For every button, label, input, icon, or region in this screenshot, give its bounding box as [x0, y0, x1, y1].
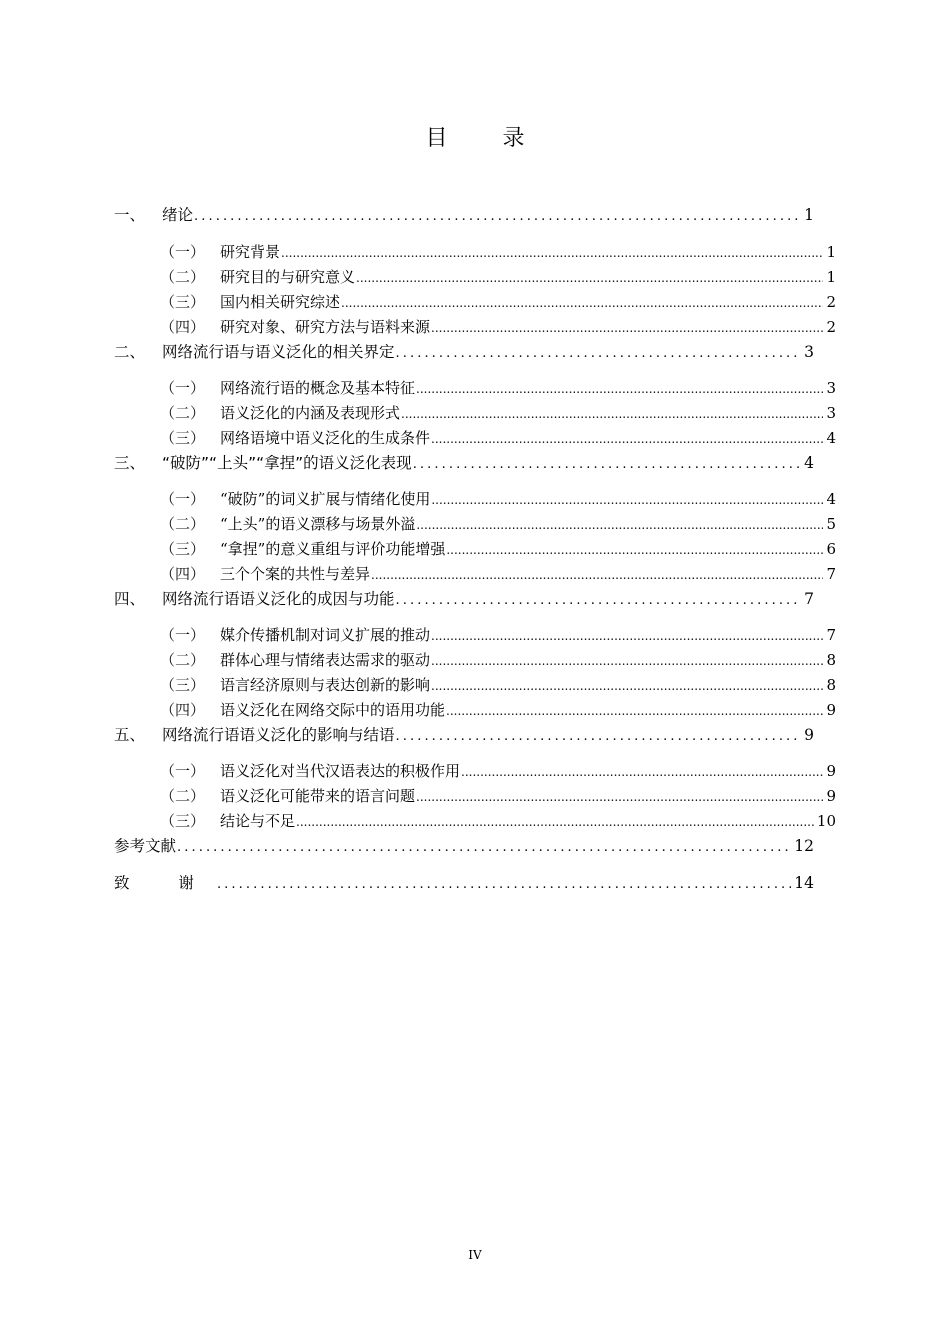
toc-entry-number: （四） [160, 565, 206, 583]
toc-page-number: 7 [804, 590, 814, 608]
toc-dot-leader [431, 675, 823, 697]
toc-entry-title: 语义泛化对当代汉语表达的积极作用 [220, 762, 461, 780]
toc-page-number: 5 [826, 515, 836, 533]
toc-entry-title: 语言经济原则与表达创新的影响 [220, 676, 431, 694]
toc-entry-title: 国内相关研究综述 [220, 293, 341, 311]
toc-entry-number: （二） [160, 787, 206, 805]
toc-chapter-entry[interactable] [114, 341, 814, 363]
toc-dot-leader [396, 343, 802, 365]
toc-section-entry[interactable] [160, 513, 836, 535]
toc-section-entry[interactable] [160, 316, 836, 338]
toc-dot-leader [413, 454, 801, 476]
toc-entry-number: 五、 [114, 726, 146, 744]
toc-page-number: 1 [804, 206, 814, 224]
toc-entry-number: （二） [160, 515, 206, 533]
toc-page-number: 8 [826, 676, 836, 694]
toc-dot-leader [401, 403, 823, 425]
toc-chapter-entry[interactable] [114, 872, 814, 894]
toc-entry-title: 语义泛化可能带来的语言问题 [220, 787, 416, 805]
toc-entry-title: 语义泛化的内涵及表现形式 [220, 404, 401, 422]
toc-dot-leader [416, 378, 823, 400]
toc-dot-leader [396, 726, 802, 748]
toc-entry-title: “破防”的词义扩展与情绪化使用 [220, 490, 431, 508]
toc-entry-title: 媒介传播机制对词义扩展的推动 [220, 626, 431, 644]
page-number-footer: IV [468, 1248, 482, 1262]
toc-section-entry[interactable] [160, 785, 836, 807]
toc-dot-leader [296, 811, 814, 833]
toc-entry-number: （二） [160, 268, 206, 286]
toc-entry-number: （一） [160, 379, 206, 397]
toc-dot-leader [371, 564, 823, 586]
toc-entry-number: （二） [160, 651, 206, 669]
toc-entry-title: 群体心理与情绪表达需求的驱动 [220, 651, 431, 669]
toc-section-entry[interactable] [160, 538, 836, 560]
toc-chapter-entry[interactable] [114, 588, 814, 610]
toc-entry-number: （一） [160, 762, 206, 780]
toc-page-number: 9 [826, 787, 836, 805]
toc-section-entry[interactable] [160, 266, 836, 288]
toc-page-number: 6 [826, 540, 836, 558]
toc-entry-title: 网络流行语语义泛化的影响与结语 [162, 726, 395, 744]
toc-dot-leader [356, 267, 823, 289]
toc-page-number: 9 [826, 701, 836, 719]
toc-section-entry[interactable] [160, 241, 836, 263]
toc-page-number: 7 [826, 626, 836, 644]
toc-entry-title: 网络流行语的概念及基本特征 [220, 379, 416, 397]
toc-page-number: 2 [826, 293, 836, 311]
toc-entry-number: （二） [160, 404, 206, 422]
toc-dot-leader [431, 650, 823, 672]
toc-entry-number: （三） [160, 429, 206, 447]
toc-dot-leader [416, 786, 823, 808]
toc-entry-number: （一） [160, 626, 206, 644]
toc-page-number: 10 [816, 812, 836, 830]
toc-entry-number: （三） [160, 540, 206, 558]
toc-dot-leader [194, 206, 801, 228]
toc-page-number: 3 [804, 343, 814, 361]
toc-page-number: 4 [804, 454, 814, 472]
toc-dot-leader [177, 837, 791, 859]
toc-page-number: 3 [826, 404, 836, 422]
toc-page-number: 4 [826, 429, 836, 447]
toc-dot-leader [281, 242, 823, 264]
toc-page-number: 1 [826, 268, 836, 286]
toc-entry-title: 参考文献 [114, 837, 177, 855]
toc-section-entry[interactable] [160, 674, 836, 696]
toc-section-entry[interactable] [160, 624, 836, 646]
toc-chapter-entry[interactable] [114, 452, 814, 474]
toc-page-number: 8 [826, 651, 836, 669]
toc-entry-title: “拿捏”的意义重组与评价功能增强 [220, 540, 446, 558]
toc-entry-title: “上头”的语义漂移与场景外溢 [220, 515, 416, 533]
toc-entry-number: 一、 [114, 206, 146, 224]
toc-dot-leader [396, 590, 802, 612]
toc-entry-number: （三） [160, 293, 206, 311]
toc-entry-title: 语义泛化在网络交际中的语用功能 [220, 701, 446, 719]
page-title: 目 录 [425, 126, 549, 151]
toc-section-entry[interactable] [160, 488, 836, 510]
toc-dot-leader [431, 625, 823, 647]
toc-entry-number: （三） [160, 812, 206, 830]
toc-section-entry[interactable] [160, 427, 836, 449]
toc-dot-leader [217, 874, 791, 896]
toc-dot-leader [446, 700, 823, 722]
toc-entry-title: “破防”“上头”“拿捏”的语义泛化表现 [162, 454, 412, 472]
toc-entry-title: 网络语境中语义泛化的生成条件 [220, 429, 431, 447]
toc-section-entry[interactable] [160, 402, 836, 424]
toc-chapter-entry[interactable] [114, 724, 814, 746]
toc-section-entry[interactable] [160, 760, 836, 782]
toc-entry-number: （一） [160, 490, 206, 508]
toc-section-entry[interactable] [160, 810, 836, 832]
toc-entry-number: （四） [160, 701, 206, 719]
toc-section-entry[interactable] [160, 563, 836, 585]
toc-page-number: 12 [794, 837, 814, 855]
toc-dot-leader [431, 428, 823, 450]
toc-section-entry[interactable] [160, 649, 836, 671]
toc-page-number: 9 [804, 726, 814, 744]
toc-entry-number: （一） [160, 243, 206, 261]
toc-entry-title: 网络流行语语义泛化的成因与功能 [162, 590, 395, 608]
toc-dot-leader [446, 539, 823, 561]
toc-entry-title: 网络流行语与语义泛化的相关界定 [162, 343, 395, 361]
toc-page-number: 7 [826, 565, 836, 583]
toc-section-entry[interactable] [160, 291, 836, 313]
toc-entry-title: 研究对象、研究方法与语料来源 [220, 318, 431, 336]
toc-dot-leader [431, 489, 823, 511]
toc-chapter-entry[interactable] [114, 204, 814, 226]
toc-page-number: 3 [826, 379, 836, 397]
toc-entry-title: 三个个案的共性与差异 [220, 565, 371, 583]
toc-page-number: 2 [826, 318, 836, 336]
toc-entry-title: 结论与不足 [220, 812, 296, 830]
toc-dot-leader [431, 317, 823, 339]
toc-entry-title: 研究背景 [220, 243, 281, 261]
toc-page-number: 14 [794, 874, 814, 892]
toc-entry-number: （三） [160, 676, 206, 694]
toc-dot-leader [461, 761, 823, 783]
toc-entry-number: 四、 [114, 590, 146, 608]
toc-entry-title: 致 谢 [114, 874, 216, 892]
toc-entry-number: （四） [160, 318, 206, 336]
toc-section-entry[interactable] [160, 377, 836, 399]
toc-page-number: 1 [826, 243, 836, 261]
toc-dot-leader [341, 292, 823, 314]
toc-chapter-entry[interactable] [114, 835, 814, 857]
toc-entry-number: 二、 [114, 343, 146, 361]
toc-page-number: 9 [826, 762, 836, 780]
toc-entry-title: 绪论 [162, 206, 194, 224]
toc-dot-leader [416, 514, 823, 536]
toc-entry-title: 研究目的与研究意义 [220, 268, 356, 286]
toc-section-entry[interactable] [160, 699, 836, 721]
toc-page-number: 4 [826, 490, 836, 508]
toc-entry-number: 三、 [114, 454, 146, 472]
